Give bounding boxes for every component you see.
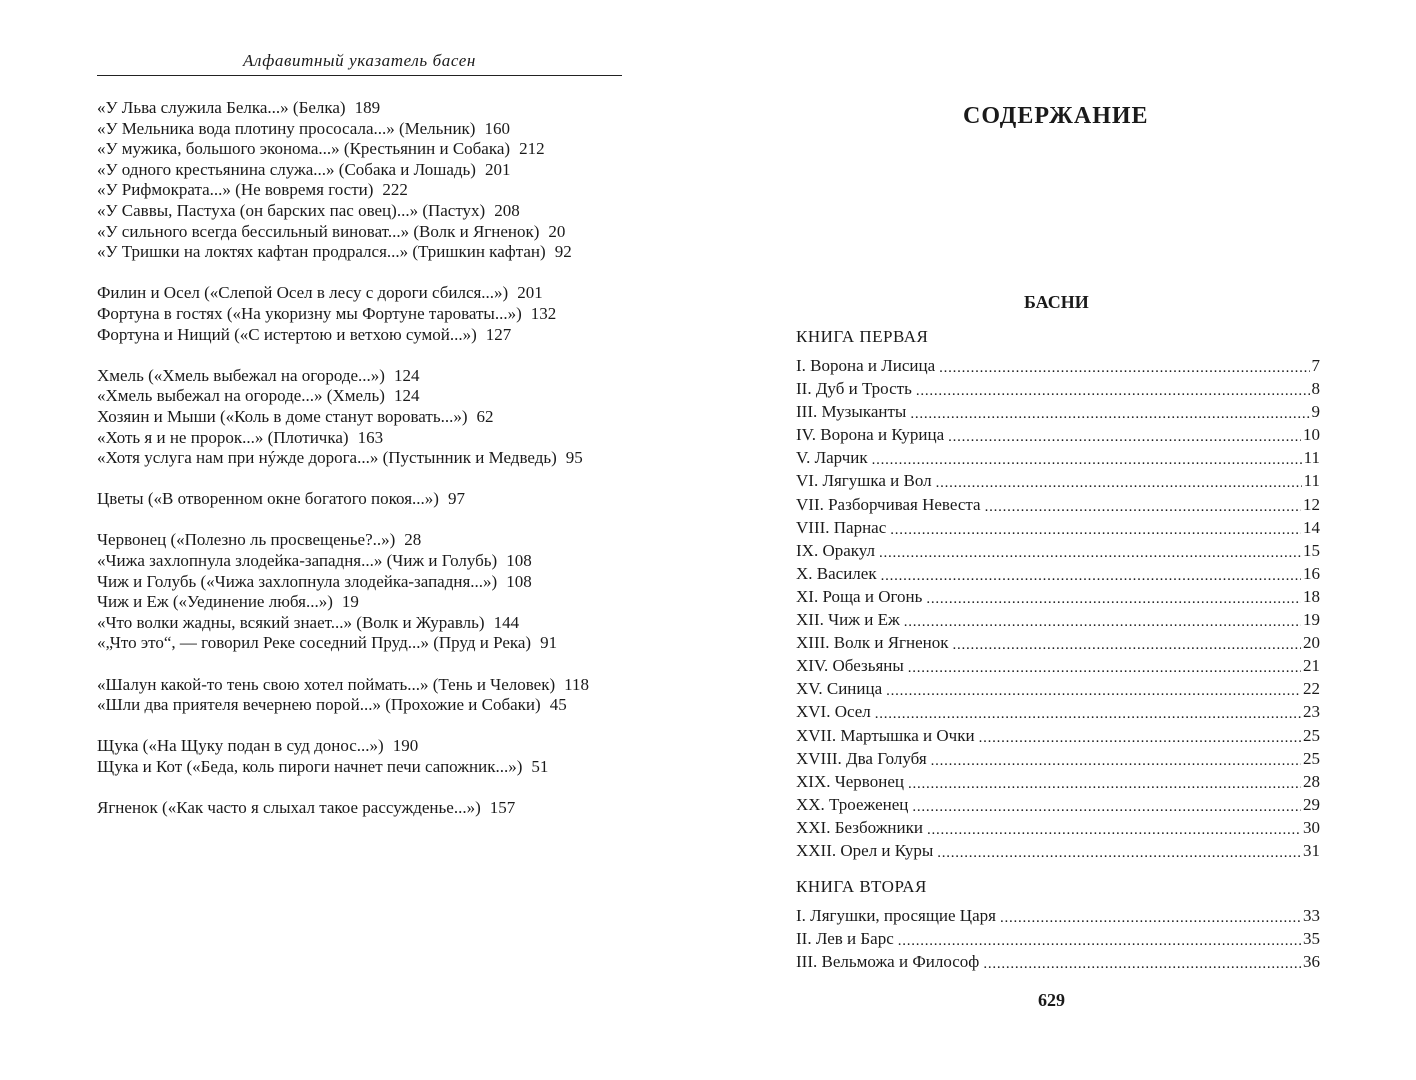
dot-leader (912, 794, 1301, 812)
index-entry (97, 407, 657, 428)
toc-list-book-second (796, 904, 1320, 973)
toc-entry (796, 793, 1320, 816)
index-entry (97, 551, 657, 572)
dot-leader (983, 951, 1301, 969)
toc-entry-page: 19 (1303, 610, 1320, 630)
toc-entry-page: 18 (1303, 586, 1320, 606)
index-entry-text: «Хотя услуга нам при нýжде дорога...» (Пустынник и Медведь) (97, 448, 557, 468)
dot-leader (937, 840, 1301, 858)
index-entry-text: «Шли два приятеля вечернею порой...» (Прохожие и Собаки) (97, 695, 541, 715)
toc-entry-page: 20 (1303, 633, 1320, 653)
toc-entry (796, 562, 1320, 585)
dot-leader (908, 655, 1301, 673)
index-entry-text: «У Льва служила Белка...» (Белка) (97, 98, 346, 117)
toc-entry-page: 30 (1303, 817, 1320, 837)
index-entry (97, 119, 657, 140)
index-entry (97, 180, 657, 201)
index-entry (97, 530, 657, 551)
toc-entry-title: XIV. Обезьяны (796, 656, 904, 676)
index-entry-text: «Хоть я и не пророк...» (Плотичка) (97, 427, 349, 447)
index-entry (97, 572, 657, 593)
index-entry-text: «У Саввы, Пастуха (он барских пас овец)...» (Пастух) (97, 200, 486, 220)
toc-entry-page: 12 (1303, 494, 1320, 514)
toc-entry-page: 11 (1303, 471, 1320, 491)
index-entry (97, 592, 657, 613)
dot-leader (953, 632, 1301, 650)
index-entry-page: 132 (530, 303, 557, 323)
toc-entry-title: XVI. Осел (796, 702, 871, 722)
index-entry-text: «У сильного всегда бессильный виноват...» (Волк и Ягненок) (97, 221, 540, 241)
toc-entry (796, 400, 1320, 423)
index-entry-page: 163 (357, 427, 384, 447)
dot-leader (875, 701, 1301, 719)
index-entry (97, 160, 657, 181)
index-entry-page: 91 (540, 633, 558, 653)
group-spacer (97, 345, 657, 366)
toc-entry-title: XXII. Орел и Куры (796, 840, 934, 860)
toc-entry-title: VII. Разборчивая Невеста (796, 494, 981, 514)
group-spacer (97, 510, 657, 531)
group-spacer (97, 778, 657, 799)
toc-title: СОДЕРЖАНИЕ (963, 103, 1149, 129)
index-entry-page: 108 (506, 571, 532, 591)
index-entry-page: 127 (485, 324, 512, 344)
dot-leader (910, 401, 1309, 419)
toc-entry-title: I. Лягушки, просящие Царя (796, 906, 996, 925)
group-spacer (97, 263, 657, 284)
index-entry (97, 613, 657, 634)
toc-entry-page: 29 (1303, 794, 1320, 814)
toc-entry (796, 493, 1320, 516)
index-entry-text: Щука и Кот («Беда, коль пироги начнет печи сапожник...») (97, 757, 523, 776)
toc-entry (796, 950, 1320, 973)
index-entry (97, 139, 657, 160)
dot-leader (886, 678, 1301, 696)
group-spacer (97, 716, 657, 737)
dot-leader (926, 586, 1301, 604)
book-heading-first: КНИГА ПЕРВАЯ (796, 327, 929, 346)
toc-entry (796, 700, 1320, 723)
toc-entry-title: II. Лев и Барс (796, 929, 894, 949)
index-entry-text: «Что волки жадны, всякий знает...» (Волк и Журавль) (97, 612, 485, 632)
index-entry-text: Чиж и Голубь («Чижа захлопнула злодейка-западня...») (97, 571, 498, 591)
running-header: Алфавитный указатель басен (243, 51, 476, 70)
index-entry-page: 118 (564, 674, 590, 694)
toc-entry (796, 816, 1320, 839)
toc-entry (796, 354, 1320, 377)
index-entry-text: «У Мельника вода плотину прососала...» (Мельник) (97, 118, 476, 138)
toc-entry-title: XV. Синица (796, 679, 883, 699)
index-entry-page: 51 (531, 757, 549, 776)
index-entry-page: 222 (382, 180, 408, 200)
toc-entry-page: 25 (1303, 725, 1320, 745)
index-entry-page: 124 (393, 365, 420, 385)
dot-leader (1000, 905, 1301, 923)
toc-entry-title: II. Дуб и Трость (796, 379, 912, 399)
index-entry (97, 675, 657, 696)
toc-entry-title: XI. Роща и Огонь (796, 586, 923, 606)
toc-entry-page: 11 (1303, 448, 1320, 468)
toc-entry (796, 839, 1320, 862)
dot-leader (931, 748, 1301, 766)
index-entry (97, 283, 657, 304)
toc-entry-page: 25 (1303, 748, 1320, 768)
dot-leader (881, 563, 1301, 581)
toc-entry (796, 654, 1320, 677)
dot-leader (916, 378, 1310, 396)
toc-entry-title: III. Музыканты (796, 402, 907, 422)
toc-entry (796, 904, 1320, 927)
index-entry-text: «У Рифмократа...» (Не вовремя гости) (97, 180, 374, 200)
index-entry-page: 45 (549, 695, 567, 715)
toc-list-book-first (796, 354, 1320, 862)
index-entry (97, 98, 657, 119)
dot-leader (979, 725, 1301, 743)
toc-entry (796, 377, 1320, 400)
dot-leader (985, 494, 1301, 512)
toc-entry-title: XIII. Волк и Ягненок (796, 633, 949, 653)
index-entry-page: 157 (489, 798, 516, 818)
section-title: БАСНИ (1024, 292, 1089, 312)
dot-leader (879, 540, 1301, 558)
index-entry-page: 189 (354, 98, 381, 117)
index-entry-text: Чиж и Еж («Уединение любя...») (97, 592, 333, 612)
index-entry-text: Хозяин и Мыши («Коль в доме станут воровать...») (97, 406, 468, 426)
index-entry-text: Фортуна и Нищий («С истертою и ветхою сумой...») (97, 324, 477, 344)
dot-leader (939, 355, 1309, 373)
index-entry-page: 108 (506, 551, 532, 571)
toc-entry-title: V. Ларчик (796, 448, 868, 468)
index-entry-text: Цветы («В отворенном окне богатого покоя...») (97, 489, 439, 509)
toc-entry-title: XII. Чиж и Еж (796, 610, 900, 630)
toc-entry-page: 14 (1303, 517, 1320, 537)
toc-entry (796, 677, 1320, 700)
index-entry (97, 428, 657, 449)
toc-entry-page: 15 (1303, 540, 1320, 560)
index-entry-page: 19 (341, 592, 359, 612)
dot-leader (936, 470, 1302, 488)
index-entry-text: «„Что это“, — говорил Реке соседний Пруд...» (Пруд и Река) (97, 633, 532, 653)
toc-entry (796, 539, 1320, 562)
index-entry (97, 489, 657, 510)
index-entry-page: 201 (517, 283, 543, 303)
toc-entry-title: XIX. Червонец (796, 771, 904, 791)
toc-entry-page: 33 (1303, 906, 1320, 925)
toc-entry-page: 7 (1311, 356, 1320, 375)
toc-entry (796, 423, 1320, 446)
toc-entry (796, 747, 1320, 770)
group-spacer (97, 469, 657, 490)
toc-entry-title: IV. Ворона и Курица (796, 425, 945, 445)
book-heading-second: КНИГА ВТОРАЯ (796, 877, 927, 896)
index-entry-text: Щука («На Щуку подан в суд донос...») (97, 736, 384, 756)
index-entry-page: 92 (554, 242, 572, 262)
toc-entry-page: 16 (1303, 563, 1320, 583)
index-entry-text: Фортуна в гостях («На укоризну мы Фортуне тароваты...») (97, 303, 522, 323)
toc-entry-page: 10 (1303, 425, 1320, 445)
toc-entry (796, 770, 1320, 793)
toc-entry (796, 446, 1320, 469)
index-entry-page: 144 (493, 612, 520, 632)
toc-entry (796, 724, 1320, 747)
toc-entry (796, 469, 1320, 492)
dot-leader (927, 817, 1301, 835)
header-rule (97, 75, 622, 76)
index-entry-page: 201 (484, 159, 511, 179)
index-entry (97, 201, 657, 222)
toc-entry-page: 31 (1303, 840, 1320, 860)
dot-leader (890, 517, 1301, 535)
toc-entry-title: XXI. Безбожники (796, 817, 923, 837)
index-entry-page: 160 (484, 118, 510, 138)
dot-leader (898, 928, 1301, 946)
toc-entry-page: 9 (1311, 402, 1320, 422)
index-entry (97, 242, 657, 263)
index-entry-text: Хмель («Хмель выбежал на огороде...») (97, 365, 385, 385)
index-entry-text: «У Тришки на локтях кафтан продрался...» (Тришкин кафтан) (97, 242, 546, 262)
index-entry-page: 20 (548, 221, 566, 241)
index-entry-page: 62 (476, 406, 494, 426)
dot-leader (872, 447, 1302, 465)
index-entry-page: 124 (393, 386, 420, 406)
page-number: 629 (1038, 990, 1065, 1010)
toc-entry-title: X. Василек (796, 563, 877, 583)
index-entry (97, 386, 657, 407)
toc-entry-page: 22 (1303, 679, 1320, 699)
index-entry-page: 95 (565, 448, 583, 468)
toc-entry-page: 8 (1311, 379, 1320, 399)
toc-entry (796, 927, 1320, 950)
index-entry-text: «У одного крестьянина служа...» (Собака и Лошадь) (97, 159, 476, 179)
index-entry-text: «У мужика, большого эконома...» (Крестьянин и Собака) (97, 139, 511, 159)
index-entry (97, 448, 657, 469)
dot-leader (904, 609, 1301, 627)
index-entry-text: «Хмель выбежал на огороде...» (Хмель) (97, 386, 385, 406)
toc-entry-page: 35 (1303, 929, 1320, 949)
index-entry (97, 798, 657, 819)
toc-entry-title: III. Вельможа и Философ (796, 952, 980, 972)
toc-entry (796, 608, 1320, 631)
toc-entry-title: IX. Оракул (796, 540, 876, 560)
index-entry-page: 208 (494, 200, 520, 220)
alphabetical-index (97, 98, 657, 819)
index-entry-text: «Шалун какой-то тень свою хотел поймать...» (Тень и Человек) (97, 674, 556, 694)
index-entry (97, 736, 657, 757)
index-entry (97, 757, 657, 778)
toc-entry-page: 28 (1303, 771, 1320, 791)
index-entry-text: «Чижа захлопнула злодейка-западня...» (Чиж и Голубь) (97, 551, 498, 571)
index-entry (97, 633, 657, 654)
toc-entry (796, 631, 1320, 654)
toc-entry-page: 36 (1303, 952, 1320, 972)
index-entry (97, 304, 657, 325)
group-spacer (97, 654, 657, 675)
toc-entry-title: XX. Троеженец (796, 794, 909, 814)
index-entry (97, 222, 657, 243)
dot-leader (948, 424, 1301, 442)
index-entry (97, 366, 657, 387)
toc-entry-title: VI. Лягушка и Вол (796, 471, 932, 491)
toc-entry-title: XVIII. Два Голубя (796, 748, 927, 768)
index-entry-text: Филин и Осел («Слепой Осел в лесу с дороги сбился...») (97, 283, 509, 303)
index-entry-page: 190 (392, 736, 419, 756)
index-entry-page: 212 (519, 139, 545, 159)
index-entry (97, 325, 657, 346)
index-entry-page: 97 (447, 489, 465, 509)
right-page (708, 0, 1416, 1080)
toc-entry-title: XVII. Мартышка и Очки (796, 725, 975, 745)
toc-entry (796, 516, 1320, 539)
toc-entry-title: VIII. Парнас (796, 517, 887, 537)
dot-leader (908, 771, 1301, 789)
index-entry-text: Червонец («Полезно ль просвещенье?..») (97, 530, 396, 550)
toc-entry-page: 21 (1303, 656, 1320, 676)
index-entry (97, 695, 657, 716)
toc-entry-page: 23 (1303, 702, 1320, 722)
toc-entry (796, 585, 1320, 608)
toc-entry-title: I. Ворона и Лисица (796, 356, 936, 375)
index-entry-page: 28 (404, 530, 422, 550)
index-entry-text: Ягненок («Как часто я слыхал такое рассужденье...») (97, 798, 481, 818)
